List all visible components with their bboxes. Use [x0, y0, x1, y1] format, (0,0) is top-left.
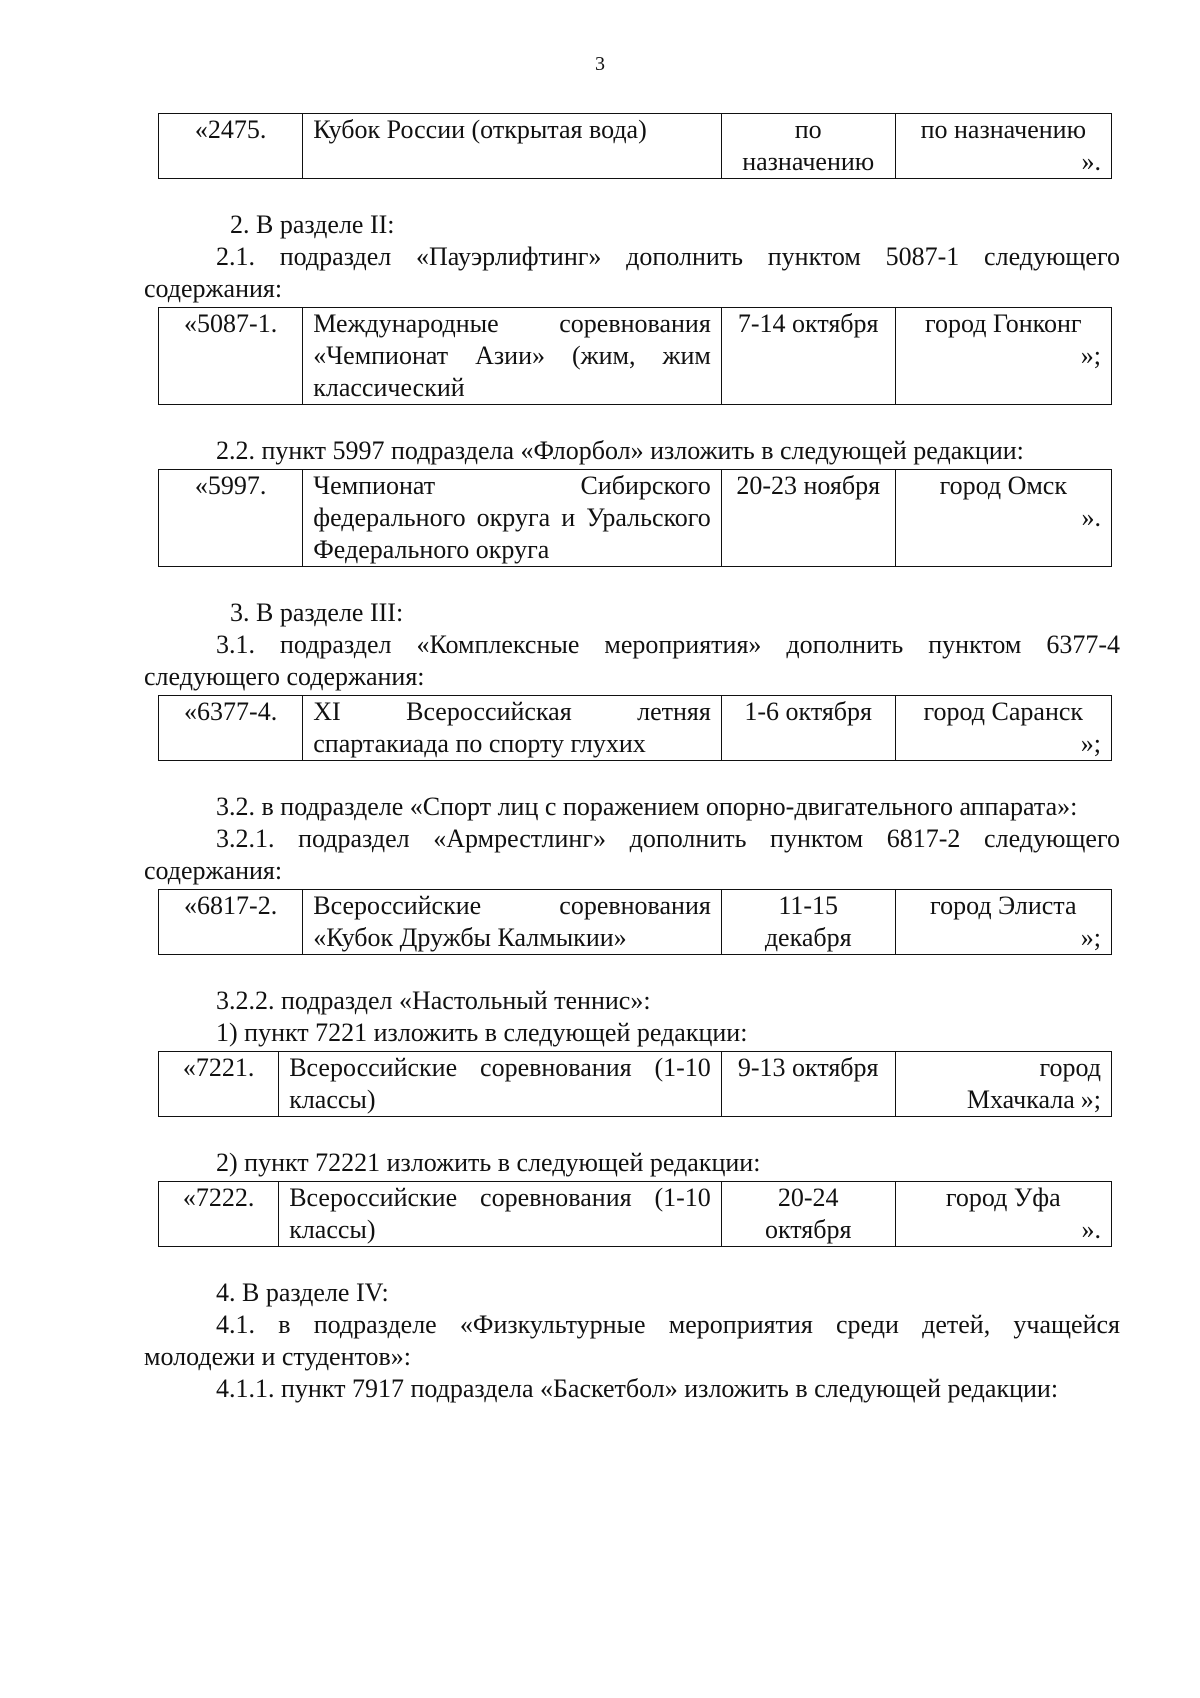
event-place-cell	[895, 1182, 1111, 1247]
page-number: 3	[595, 53, 605, 75]
amendment-table	[158, 307, 1112, 405]
document-body	[144, 113, 1120, 1405]
closing-quote: ».	[1081, 1215, 1101, 1244]
paragraph: 2.2. пункт 5997 подраздела «Флорбол» изложить в следующей редакции:	[216, 436, 1024, 465]
item-number-cell: «5087-1.	[159, 308, 303, 405]
event-name-cell: Кубок России (открытая вода)	[303, 114, 722, 179]
event-name-cell: XI Всероссийская летняя спартакиада по спорту глухих	[303, 696, 722, 761]
paragraph: 3. В разделе III:	[230, 598, 404, 627]
event-place-cell	[895, 470, 1111, 567]
event-name-cell: Международные соревнования «Чемпионат Азии» (жим, жим классический	[303, 308, 722, 405]
event-dates-cell: 20-24 октября	[721, 1182, 895, 1247]
event-place-cell	[895, 696, 1111, 761]
event-name-cell: Чемпионат Сибирского федерального округа и Уральского Федерального округа	[303, 470, 722, 567]
event-place: город Элиста	[930, 891, 1077, 920]
closing-quote: ».	[1081, 503, 1101, 532]
event-place: город Гонконг	[925, 309, 1082, 338]
event-place-cell	[895, 890, 1111, 955]
closing-quote: »;	[1080, 341, 1101, 370]
closing-quote: »;	[1080, 1085, 1101, 1114]
closing-quote: ».	[1081, 147, 1101, 176]
event-place-cell	[895, 308, 1111, 405]
table-row	[159, 1182, 1112, 1247]
paragraph: 2) пункт 72221 изложить в следующей редакции:	[216, 1148, 761, 1177]
event-dates-cell: 9-13 октября	[721, 1052, 895, 1117]
event-place: по назначению	[920, 115, 1086, 144]
paragraph: 3.2.2. подраздел «Настольный теннис»:	[216, 986, 651, 1015]
event-place: город Мхачкала	[966, 1053, 1101, 1114]
amendment-table	[158, 469, 1112, 567]
paragraph: 3.2. в подразделе «Спорт лиц с поражением опорно-двигательного аппарата»:	[216, 792, 1078, 821]
item-number-cell: «5997.	[159, 470, 303, 567]
event-place-cell	[895, 114, 1111, 179]
item-number-cell: «7221.	[159, 1052, 279, 1117]
amendment-table	[158, 1051, 1112, 1117]
item-number-cell: «6377-4.	[159, 696, 303, 761]
closing-quote: »;	[1080, 729, 1101, 758]
table-row	[159, 308, 1112, 405]
paragraph: 3.1. подраздел «Комплексные мероприятия» дополнить пунктом 6377-4 следующего содержания:	[144, 630, 1120, 691]
paragraph: 1) пункт 7221 изложить в следующей редакции:	[216, 1018, 748, 1047]
amendment-table	[158, 113, 1112, 179]
paragraph: 4.1. в подразделе «Физкультурные мероприятия среди детей, учащейся молодежи и студентов»:	[144, 1310, 1120, 1371]
item-number-cell: «6817-2.	[159, 890, 303, 955]
paragraph: 2.1. подраздел «Пауэрлифтинг» дополнить пунктом 5087-1 следующего содержания:	[144, 242, 1120, 303]
item-number-cell: «2475.	[159, 114, 303, 179]
event-place: город Саранск	[923, 697, 1084, 726]
event-dates-cell: 7-14 октября	[721, 308, 895, 405]
amendment-table	[158, 1181, 1112, 1247]
event-dates-cell: 20-23 ноября	[721, 470, 895, 567]
table-row	[159, 470, 1112, 567]
paragraph: 2. В разделе II:	[230, 210, 395, 239]
event-dates-cell: 11-15 декабря	[721, 890, 895, 955]
amendment-table	[158, 695, 1112, 761]
event-name-cell: Всероссийские соревнования (1-10 классы)	[279, 1052, 722, 1117]
paragraph: 4. В разделе IV:	[216, 1278, 389, 1307]
paragraph: 3.2.1. подраздел «Армрестлинг» дополнить пунктом 6817-2 следующего содержания:	[144, 824, 1120, 885]
table-row	[159, 890, 1112, 955]
item-number-cell: «7222.	[159, 1182, 279, 1247]
table-row	[159, 114, 1112, 179]
table-row	[159, 696, 1112, 761]
paragraph: 4.1.1. пункт 7917 подраздела «Баскетбол» изложить в следующей редакции:	[216, 1374, 1059, 1403]
table-row	[159, 1052, 1112, 1117]
event-place-cell	[895, 1052, 1111, 1117]
event-dates-cell: по назначению	[721, 114, 895, 179]
event-name-cell: Всероссийские соревнования (1-10 классы)	[279, 1182, 722, 1247]
event-dates-cell: 1-6 октября	[721, 696, 895, 761]
event-place: город Омск	[939, 471, 1067, 500]
closing-quote: »;	[1080, 923, 1101, 952]
event-place: город Уфа	[945, 1183, 1061, 1212]
amendment-table	[158, 889, 1112, 955]
event-name-cell: Всероссийские соревнования «Кубок Дружбы Калмыкии»	[303, 890, 722, 955]
